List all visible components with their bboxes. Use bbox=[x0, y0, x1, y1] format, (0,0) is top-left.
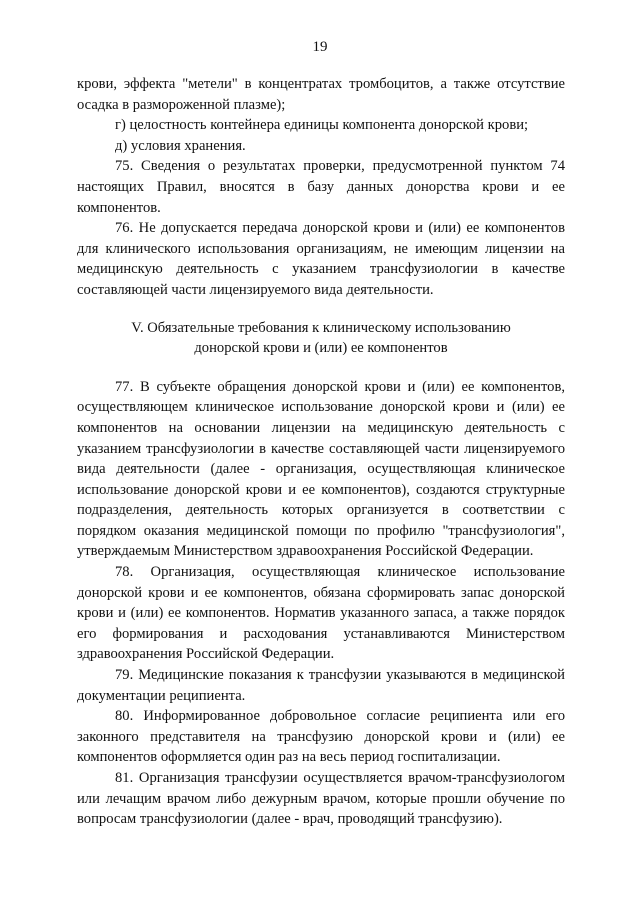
document-body bbox=[77, 74, 565, 830]
paragraph-item-g: г) целостность контейнера единицы компонента донорской крови; bbox=[115, 117, 529, 134]
paragraph-item-d: д) условия хранения. bbox=[115, 137, 246, 154]
paragraph-75: 75. Сведения о результатах проверки, предусмотренной пунктом 74 настоящих Правил, вносятся в базу данных донорства крови и ее компонентов. bbox=[77, 158, 565, 216]
section-heading-line-2: донорской крови и (или) ее компонентов bbox=[194, 340, 448, 357]
paragraph-80: 80. Информированное добровольное согласие реципиента или его законного представителя на трансфузию донорской крови и (или) ее компонентов оформляется один раз на весь период госпитализации. bbox=[77, 708, 565, 766]
section-heading-line-1: V. Обязательные требования к клиническому использованию bbox=[131, 319, 511, 336]
paragraph-78: 78. Организация, осуществляющая клиническое использование донорской крови и ее компонентов, обязана сформировать запас донорской крови и (или) ее компонентов. Норматив указанного запаса, а также порядок его формирования и расходования устанавливаются Министерством здравоохранения Российской Федерации. bbox=[77, 564, 565, 663]
paragraph-79: 79. Медицинские показания к трансфузии указываются в медицинской документации реципиента. bbox=[77, 667, 565, 704]
paragraph-81: 81. Организация трансфузии осуществляется врачом-трансфузиологом или лечащим врачом либо дежурным врачом, которые прошли обучение по вопросам трансфузиологии (далее - врач, проводящий трансфузию). bbox=[77, 770, 565, 828]
paragraph-continuation: крови, эффекта "метели" в концентратах тромбоцитов, а также отсутствие осадка в размороженной плазме); bbox=[77, 76, 565, 113]
paragraph-76: 76. Не допускается передача донорской крови и (или) ее компонентов для клинического использования организациям, не имеющим лицензии на медицинскую деятельность с указанием трансфузиологии в качестве составляющей части лицензируемого вида деятельности. bbox=[77, 220, 565, 298]
page-number: 19 bbox=[312, 39, 328, 55]
section-heading bbox=[77, 318, 565, 359]
paragraph-77: 77. В субъекте обращения донорской крови и (или) ее компонентов, осуществляющем клиническое использование донорской крови и (или) ее компонентов на основании лицензии на медицинскую деятельность с указанием трансфузиологии в качестве составляющей части лицензируемого вида деятельности (далее - организация, осуществляющая клиническое использование донорской крови и ее компонентов), создаются структурные подразделения, деятельность которых организуется в соответствии с порядком оказания медицинской помощи по профилю "трансфузиология", утверждаемым Министерством здравоохранения Российской Федерации. bbox=[77, 378, 565, 560]
